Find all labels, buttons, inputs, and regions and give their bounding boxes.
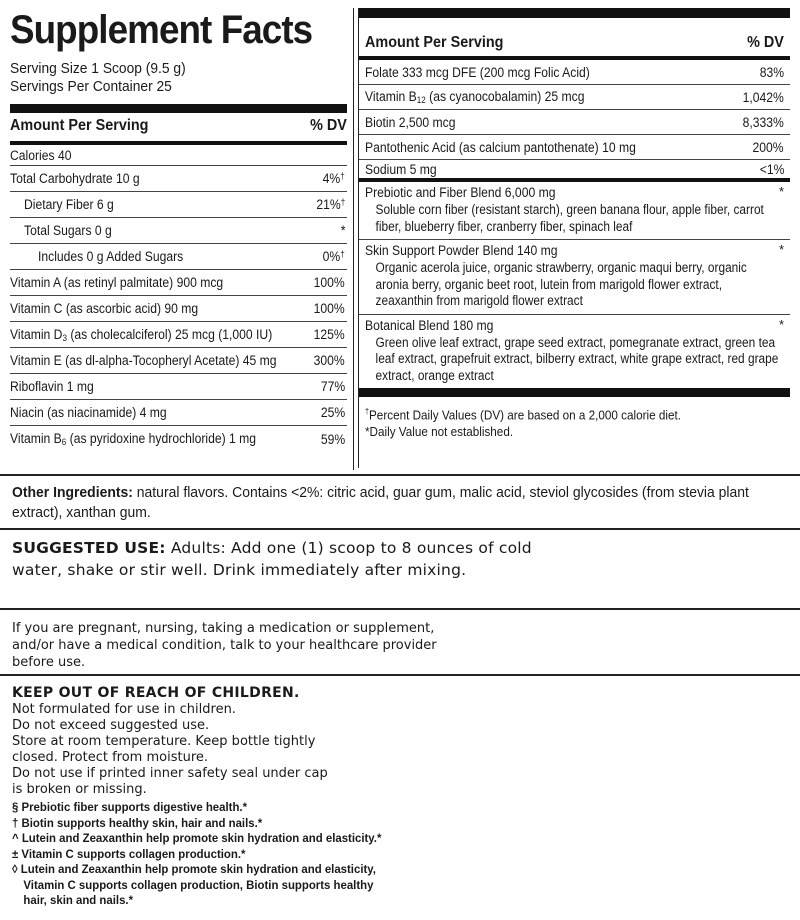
nutrient-row-vitamin-d3 — [10, 322, 347, 348]
blend-ingredients: Organic acerola juice, organic strawberry, organic maqui berry, organic aronia berry, organic beet root, lutein from marigold flower extract, zeaxanthin from marigold flower extract — [375, 260, 747, 308]
nutrient-row-vitamin-a — [10, 270, 347, 296]
blend-name: Skin Support Powder Blend 140 mg — [365, 243, 558, 258]
nutrient-row-added-sugars — [10, 244, 347, 270]
nutrient-label: Vitamin $B_6$ (as pyridoxine hydrochloride) 1 mg — [10, 431, 257, 447]
nutrient-label: Dietary Fiber 6 g — [24, 197, 114, 212]
blend-botanical — [359, 315, 790, 398]
nutrient-label: Total Sugars 0 g — [24, 223, 112, 238]
nutrient-label: Folate 333 mcg DFE (200 mcg Folic Acid) — [365, 64, 590, 80]
nutrient-row-vitamin-b6 — [10, 426, 347, 452]
suggested-use: SUGGESTED USE: Adults: Add one (1) scoop to 8 ounces of cold water, shake or stir well. Drink immediately after mixing. — [12, 539, 532, 579]
supplement-facts-right-panel — [358, 8, 790, 468]
supplement-facts-left-panel — [10, 8, 347, 468]
nutrient-label: Total Carbohydrate 10 g — [10, 171, 140, 186]
nutrient-label: Calories 40 — [10, 147, 72, 163]
nutrient-row-sodium — [359, 160, 790, 182]
nutrient-dv: 0%† — [323, 249, 346, 264]
nutrient-dv: 4%† — [323, 171, 346, 186]
nutrient-label: Riboflavin 1 mg — [10, 379, 94, 394]
nutrient-label: Sodium 5 mg — [365, 161, 437, 177]
nutrient-dv: <1% — [759, 161, 784, 177]
nutrient-label: Niacin (as niacinamide) 4 mg — [10, 405, 167, 420]
blend-dv: * — [778, 184, 784, 199]
claim-line: Vitamin C supports collagen production, Biotin supports healthy — [23, 877, 374, 892]
warning-line: is broken or missing. — [12, 782, 147, 797]
claim-line: † Biotin supports healthy skin, hair and nails.* — [12, 815, 263, 830]
nutrient-dv: 83% — [759, 64, 784, 80]
blend-ingredients: Green olive leaf extract, grape seed extract, pomegranate extract, green tea leaf extract, grapefruit extract, bilberry extract, white grape extract, red grape extract, orange extract — [375, 334, 779, 383]
nutrient-label: Pantothenic Acid (as calcium pantothenate) 10 mg — [365, 139, 636, 155]
section-divider — [0, 608, 800, 610]
blend-skin-support — [359, 240, 790, 315]
nutrient-dv: 25% — [320, 405, 346, 420]
section-divider — [0, 674, 800, 676]
nutrient-row-niacin — [10, 400, 347, 426]
nutrient-row-riboflavin — [10, 374, 347, 400]
nutrient-row-calories — [10, 145, 347, 166]
nutrient-label: Vitamin C (as ascorbic acid) 90 mg — [10, 301, 199, 316]
nutrient-dv: 100% — [314, 301, 346, 316]
section-divider — [0, 474, 800, 476]
nutrient-row-folate — [359, 60, 790, 85]
nutrient-row-total-sugars — [10, 218, 347, 244]
keep-out-heading: KEEP OUT OF REACH OF CHILDREN. — [12, 685, 300, 701]
nutrient-dv: 21%† — [316, 197, 346, 212]
amount-per-serving-heading: Amount Per Serving — [365, 34, 504, 51]
nutrient-row-carbohydrate — [10, 166, 347, 192]
warning-line: Not formulated for use in children. — [12, 702, 236, 717]
thick-divider — [359, 8, 790, 18]
nutrient-row-dietary-fiber — [10, 192, 347, 218]
nutrient-dv: 125% — [314, 327, 346, 342]
dv-footnote-not-established: *Daily Value not established. — [365, 424, 514, 440]
nutrient-row-vitamin-b12 — [359, 85, 790, 110]
nutrient-row-vitamin-e — [10, 348, 347, 374]
pregnancy-warning: If you are pregnant, nursing, taking a medication or supplement, and/or have a medical condition, talk to your healthcare provider before use. — [12, 621, 437, 670]
right-table-header — [359, 18, 790, 60]
nutrient-label: Vitamin $D_3$ (as cholecalciferol) 25 mcg (1,000 IU) — [10, 326, 273, 343]
nutrient-dv: 77% — [320, 379, 346, 394]
nutrient-label: Biotin 2,500 mcg — [365, 114, 456, 130]
keep-out-of-reach-section — [12, 684, 532, 798]
blend-name: Prebiotic and Fiber Blend 6,000 mg — [365, 185, 556, 200]
other-ingredients: Other Ingredients: natural flavors. Contains <2%: citric acid, guar gum, malic acid, steviol glycosides (from stevia plant extract), xanthan gum. — [12, 484, 749, 521]
warning-line: Do not exceed suggested use. — [12, 718, 210, 733]
claim-line: ◊ Lutein and Zeaxanthin help promote skin hydration and elasticity, — [12, 862, 376, 876]
blend-name: Botanical Blend 180 mg — [365, 317, 494, 333]
section-divider — [0, 528, 800, 530]
nutrient-dv: 8,333% — [742, 114, 784, 130]
nutrient-label: Vitamin $B_{12}$ (as cyanocobalamin) 25 mcg — [365, 89, 585, 105]
thick-divider — [10, 104, 347, 113]
dv-footnotes — [359, 397, 790, 440]
warning-line: Do not use if printed inner safety seal under cap — [12, 766, 328, 781]
dv-heading: % DV — [747, 34, 784, 51]
nutrient-dv: 100% — [314, 275, 346, 290]
dv-footnote-percent: †Percent Daily Values (DV) are based on a 2,000 calorie diet. — [365, 407, 681, 423]
nutrient-label: Vitamin A (as retinyl palmitate) 900 mcg — [10, 275, 224, 290]
warning-line: closed. Protect from moisture. — [12, 750, 209, 765]
blend-prebiotic-fiber — [359, 182, 790, 240]
left-table-header — [10, 113, 347, 141]
claim-line: § Prebiotic fiber supports digestive health.* — [12, 800, 248, 814]
nutrient-label: Vitamin E (as dl-alpha-Tocopheryl Acetate) 45 mg — [10, 353, 277, 368]
dv-heading: % DV — [310, 117, 347, 134]
blend-ingredients: Soluble corn fiber (resistant starch), green banana flour, apple fiber, carrot fiber, blueberry fiber, cranberry fiber, spinach leaf — [375, 202, 764, 234]
nutrient-dv: * — [340, 223, 346, 238]
claim-line: hair, skin and nails.* — [23, 893, 134, 907]
nutrient-dv: 59% — [320, 431, 346, 447]
blend-dv: * — [778, 316, 784, 332]
nutrient-dv: 200% — [752, 139, 784, 155]
serving-size: Serving Size 1 Scoop (9.5 g) — [10, 60, 186, 77]
amount-per-serving-heading: Amount Per Serving — [10, 117, 149, 134]
structure-function-claims — [12, 800, 572, 909]
warning-line: Store at room temperature. Keep bottle tightly — [12, 734, 316, 749]
servings-per-container: Servings Per Container 25 — [10, 78, 172, 95]
panel-divider — [353, 8, 354, 470]
nutrient-dv: 1,042% — [742, 89, 784, 105]
supplement-facts-title: Supplement Facts — [10, 8, 313, 52]
nutrient-label: Includes 0 g Added Sugars — [38, 249, 184, 264]
nutrient-row-vitamin-c — [10, 296, 347, 322]
nutrient-row-pantothenic-acid — [359, 135, 790, 160]
blend-dv: * — [778, 242, 784, 257]
claim-line: ± Vitamin C supports collagen production.* — [12, 846, 246, 861]
nutrient-row-biotin — [359, 110, 790, 135]
nutrient-dv: 300% — [314, 353, 346, 368]
claim-line: ^ Lutein and Zeaxanthin help promote skin hydration and elasticity.* — [12, 831, 382, 845]
